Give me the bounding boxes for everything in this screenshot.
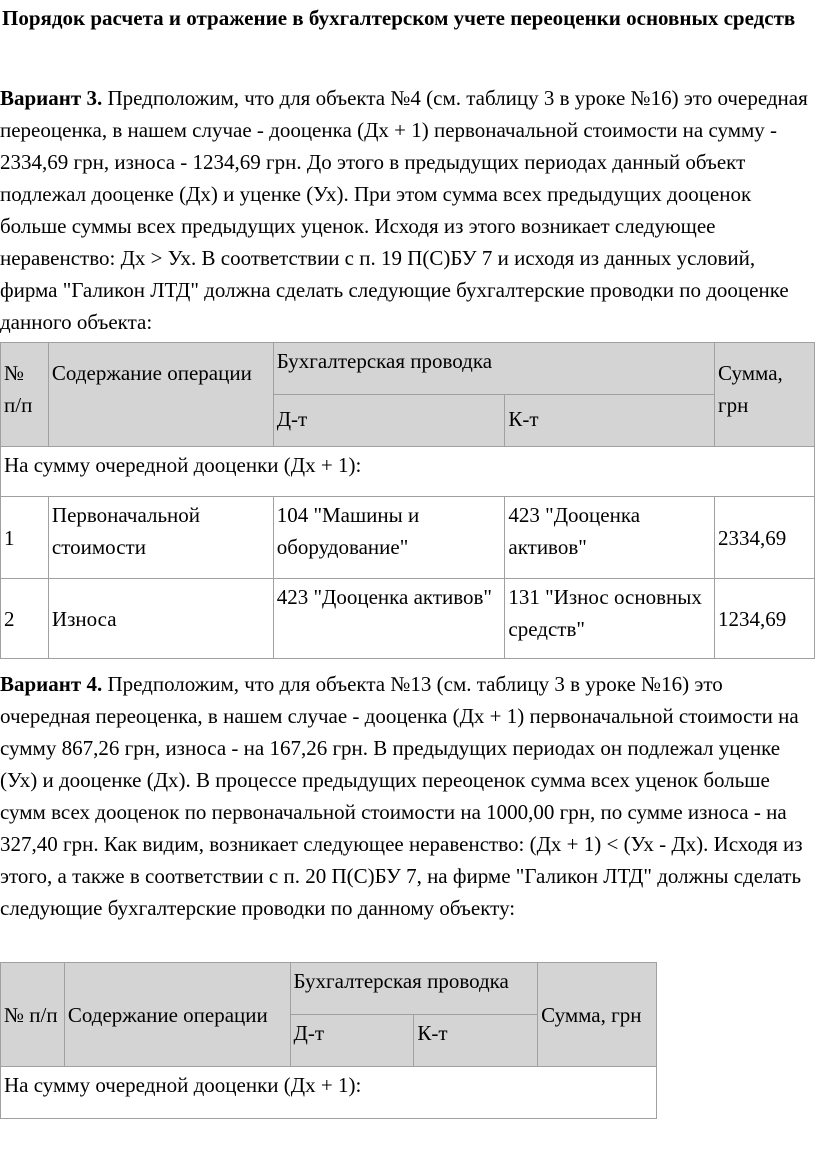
header-debit: Д-т (273, 395, 505, 447)
header-posting: Бухгалтерская проводка (273, 343, 714, 395)
row-sum: 2334,69 (715, 497, 815, 579)
header-content: Содержание операции (48, 343, 273, 447)
header-debit: Д-т (290, 1015, 414, 1067)
variant-4-text: Предположим, что для объекта №13 (см. таблицу 3 в уроке №16) это очередная переоценка, в нашем случае - дооценка (Дх + 1) первоначальной стоимости на сумму 867,26 грн, износа - на 167,26 грн. В предыдущих периодах он подлежал уценке (Ух) и дооценке (Дх). В процессе предыдущих переоценок сумма всех уценок больше сумм всех дооценок по первоначальной стоимости на 1000,00 грн, по сумме износа - на 327,40 грн. Как видим, возникает следующее неравенство: (Дх + 1) < (Ух - Дх). Исходя из этого, а также в соответствии с п. 20 П(С)БУ 7, на фирме "Галикон ЛТД" должны сделать следующие бухгалтерские проводки по данному объекту: (0, 672, 803, 920)
variant-3-text: Предположим, что для объекта №4 (см. таблицу 3 в уроке №16) это очередная переоценка, в нашем случае - дооценка (Дх + 1) первоначальной стоимости на сумму - 2334,69 грн, износа - 1234,69 грн. До этого в предыдущих периодах данный объект подлежал дооценке (Дх) и уценке (Ух). При этом сумма всех предыдущих дооценок больше суммы всех предыдущих уценок. Исходя из этого возникает следующее неравенство: Дх > Ух. В соответствии с п. 19 П(С)БУ 7 и исходя из данных условий, фирма "Галикон ЛТД" должна сделать следующие бухгалтерские проводки по дооценке данного объекта: (0, 86, 808, 334)
row-content: Износа (48, 579, 273, 659)
section-row: На сумму очередной дооценки (Дх + 1): (1, 1067, 657, 1119)
variant-3-label: Вариант 3. (0, 86, 103, 110)
header-posting: Бухгалтерская проводка (290, 963, 538, 1015)
postings-table-variant-4 (0, 962, 657, 1119)
header-credit: К-т (414, 1015, 538, 1067)
row-num: 1 (1, 497, 49, 579)
postings-table-variant-3 (0, 342, 815, 659)
row-debit: 104 "Машины и оборудование" (273, 497, 505, 579)
header-sum: Сумма, грн (715, 343, 815, 447)
variant-4-paragraph (0, 668, 816, 924)
table-row (1, 579, 815, 659)
row-sum: 1234,69 (715, 579, 815, 659)
row-content: Первоначальной стоимости (48, 497, 273, 579)
header-num: № п/п (1, 963, 65, 1067)
table-row (1, 497, 815, 579)
row-credit: 131 "Износ основных средств" (505, 579, 715, 659)
page-title: Порядок расчета и отражение в бухгалтерском учете переоценки основных средств (2, 6, 796, 30)
header-credit: К-т (505, 395, 715, 447)
header-content: Содержание операции (64, 963, 290, 1067)
header-sum: Сумма, грн (538, 963, 657, 1067)
section-row: На сумму очередной дооценки (Дх + 1): (1, 447, 815, 497)
variant-3-paragraph (0, 82, 816, 338)
header-num: № п/п (1, 343, 49, 447)
row-num: 2 (1, 579, 49, 659)
row-debit: 423 "Дооценка активов" (273, 579, 505, 659)
variant-4-label: Вариант 4. (0, 672, 103, 696)
row-credit: 423 "Дооценка активов" (505, 497, 715, 579)
